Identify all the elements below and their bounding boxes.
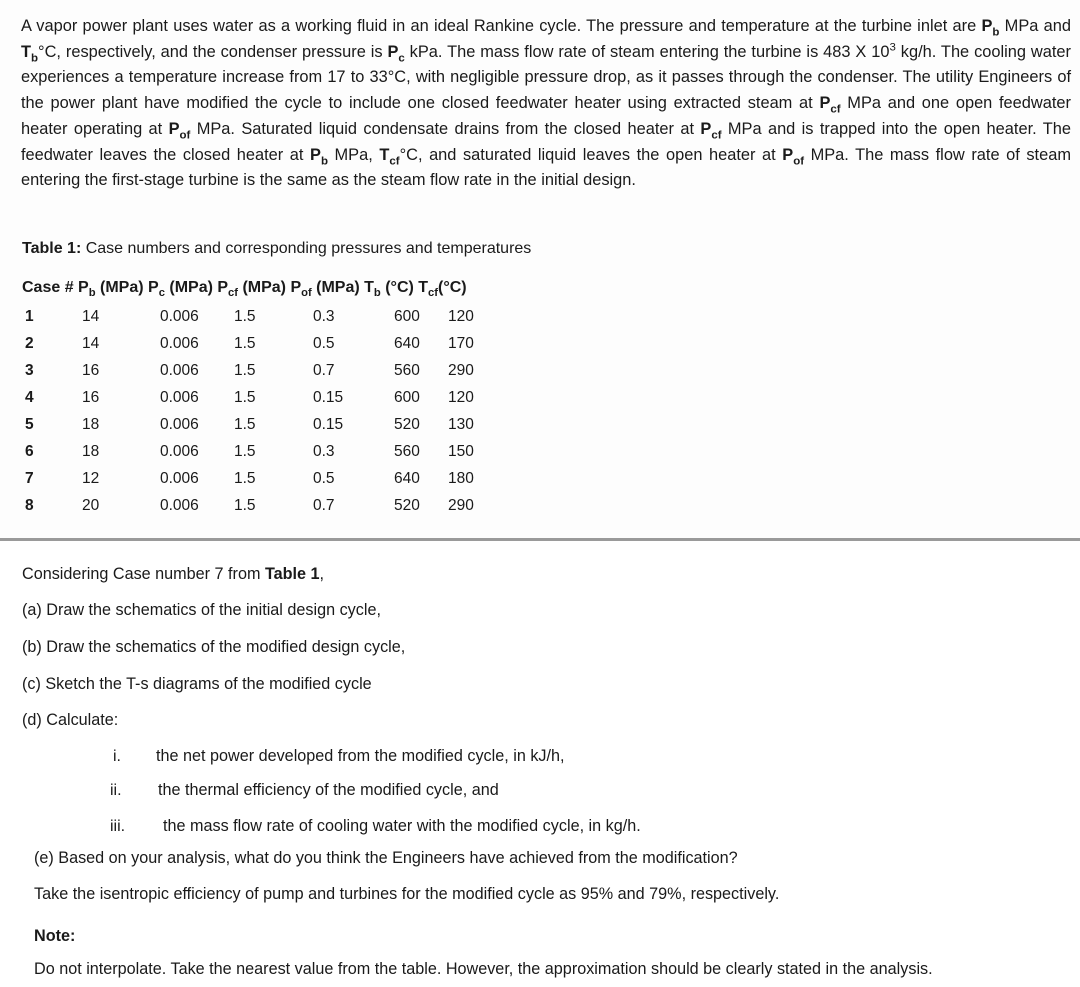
- cell-pc: 0.006: [160, 362, 199, 379]
- cell-pc: 0.006: [160, 470, 199, 487]
- cell-case: 6: [25, 443, 34, 460]
- cell-pcf: 1.5: [234, 362, 256, 379]
- cell-tb: 640: [394, 470, 420, 487]
- cell-tb: 600: [394, 389, 420, 406]
- questions-intro: Considering Case number 7 from Table 1,: [22, 565, 325, 583]
- cell-pc: 0.006: [160, 308, 199, 325]
- question-e: (e) Based on your analysis, what do you think the Engineers have achieved from the modification?: [34, 849, 738, 867]
- table-row: [0, 308, 560, 332]
- cell-case: 4: [25, 389, 34, 406]
- problem-statement: [21, 14, 1071, 194]
- cell-pof: 0.7: [313, 497, 335, 514]
- table-caption: [22, 240, 531, 258]
- symbol-pof: $P_{of}$: [782, 145, 805, 167]
- cell-pcf: 1.5: [234, 497, 256, 514]
- problem-text: MPa. Saturated liquid condensate drains from the closed heater at: [190, 119, 701, 138]
- exponent: 3: [889, 41, 896, 54]
- table-row: [0, 416, 560, 440]
- symbol-pc: $P_c$: [387, 42, 405, 64]
- table-caption-text: Case numbers and corresponding pressures and temperatures: [81, 240, 532, 257]
- cell-pcf: 1.5: [234, 389, 256, 406]
- table-caption-label: Table 1:: [22, 240, 82, 257]
- problem-text: MPa,: [327, 145, 380, 164]
- table-row: [0, 470, 560, 494]
- cell-pof: 0.3: [313, 308, 335, 325]
- cell-pc: 0.006: [160, 389, 199, 406]
- cell-pcf: 1.5: [234, 335, 256, 352]
- cell-pof: 0.3: [313, 443, 335, 460]
- note-text: Do not interpolate. Take the nearest value from the table. However, the approximation should be clearly stated in the analysis.: [34, 960, 933, 978]
- cell-case: 8: [25, 497, 34, 514]
- question-d-iii-number: iii.: [110, 818, 126, 835]
- table-header: Case # $P_b$ (MPa) $P_c$ (MPa) $P_{cf}$ (MPa) $P_{of}$ (MPa) $T_b$ (°C) $T_{cf}(^\circ C)$: [22, 279, 467, 300]
- cell-pof: 0.15: [313, 416, 344, 433]
- cell-tb: 520: [394, 416, 420, 433]
- cell-tcf: 180: [448, 470, 474, 487]
- problem-text: MPa and: [999, 17, 1071, 35]
- problem-text: MPa and is trapped into the open heater. The feedwater leaves the closed heater at: [21, 119, 1071, 164]
- cell-case: 3: [25, 362, 34, 379]
- cell-pb: 14: [82, 335, 100, 352]
- cell-tcf: 290: [448, 362, 474, 379]
- symbol-pb: $P_b$: [981, 17, 1000, 39]
- table-row: [0, 497, 560, 521]
- problem-text: MPa and one open feedwater heater operating at: [21, 94, 1071, 138]
- cell-tcf: 120: [448, 308, 474, 325]
- table-row: [0, 389, 560, 413]
- symbol-pcf: $P_{cf}$: [700, 119, 722, 142]
- cell-pb: 20: [82, 497, 100, 514]
- cell-tcf: 170: [448, 335, 474, 352]
- cell-pb: 16: [82, 362, 100, 379]
- symbol-pof: $P_{of}$: [168, 119, 191, 142]
- problem-text: A vapor power plant uses water as a working fluid in an ideal Rankine cycle. The pressure and temperature at the turbine inlet are: [21, 17, 982, 35]
- cell-tb: 600: [394, 308, 420, 325]
- question-b: (b) Draw the schematics of the modified design cycle,: [22, 638, 406, 656]
- question-d-ii-number: ii.: [110, 782, 122, 799]
- table-row: [0, 362, 560, 386]
- problem-text: kg/h. The cooling water experiences a temperature increase from 17 to 33°C, with negligible pressure drop, as it passes through the condenser. The utility Engineers of the power plant have modified the cycle to include one closed feedwater heater using extracted steam at: [21, 42, 1072, 113]
- symbol-pb: $P_b$: [310, 145, 328, 167]
- cell-pc: 0.006: [160, 497, 199, 514]
- question-d-ii: the thermal efficiency of the modified cycle, and: [158, 781, 499, 799]
- cell-pc: 0.006: [160, 443, 199, 460]
- question-d-i: the net power developed from the modified cycle, in kJ/h,: [156, 747, 565, 765]
- cell-pcf: 1.5: [234, 416, 256, 433]
- question-d: (d) Calculate:: [22, 711, 119, 729]
- table-row: [0, 335, 560, 359]
- cell-case: 5: [25, 416, 34, 433]
- cell-tb: 560: [394, 362, 420, 379]
- cell-pof: 0.5: [313, 470, 335, 487]
- question-a: (a) Draw the schematics of the initial design cycle,: [22, 601, 381, 619]
- cell-pc: 0.006: [160, 416, 199, 433]
- cell-pcf: 1.5: [234, 443, 256, 460]
- problem-text: °C, respectively, and the condenser pressure is: [38, 42, 388, 61]
- cell-tcf: 150: [448, 443, 474, 460]
- symbol-pcf: $P_{cf}$: [819, 94, 841, 116]
- cell-pcf: 1.5: [234, 308, 256, 325]
- cell-pb: 12: [82, 470, 100, 487]
- cell-case: 1: [25, 308, 34, 325]
- cell-pcf: 1.5: [234, 470, 256, 487]
- table-row: [0, 443, 560, 467]
- cell-pc: 0.006: [160, 335, 199, 352]
- note-label: Note:: [34, 927, 76, 945]
- cell-tcf: 290: [448, 497, 474, 514]
- question-d-i-number: i.: [113, 748, 121, 765]
- efficiency-statement: Take the isentropic efficiency of pump and turbines for the modified cycle as 95% and 79%, respectively.: [34, 885, 780, 903]
- cell-tcf: 130: [448, 416, 474, 433]
- cell-pb: 18: [82, 416, 100, 433]
- question-d-iii: the mass flow rate of cooling water with the modified cycle, in kg/h.: [163, 817, 641, 835]
- cell-tb: 520: [394, 497, 420, 514]
- cell-tb: 640: [394, 335, 420, 352]
- cell-pb: 18: [82, 443, 100, 460]
- cell-pof: 0.15: [313, 389, 344, 406]
- questions-section: [0, 541, 1080, 987]
- cell-pb: 16: [82, 389, 100, 406]
- problem-text: MPa. The mass flow rate of steam entering the first-stage turbine is the same as the steam flow rate in the initial design.: [21, 145, 1071, 190]
- question-c: (c) Sketch the T-s diagrams of the modified cycle: [22, 675, 372, 693]
- cell-case: 7: [25, 470, 34, 487]
- cell-case: 2: [25, 335, 34, 352]
- problem-text: °C, and saturated liquid leaves the open heater at: [399, 145, 783, 164]
- cell-pof: 0.7: [313, 362, 335, 379]
- symbol-tcf: $T_{cf}$: [379, 145, 400, 167]
- cell-tb: 560: [394, 443, 420, 460]
- cell-pb: 14: [82, 308, 100, 325]
- cell-tcf: 120: [448, 389, 474, 406]
- problem-text: kPa. The mass flow rate of steam entering the turbine is 483 X 10: [404, 42, 890, 61]
- symbol-tb: $T_b$: [21, 42, 39, 64]
- cell-pof: 0.5: [313, 335, 335, 352]
